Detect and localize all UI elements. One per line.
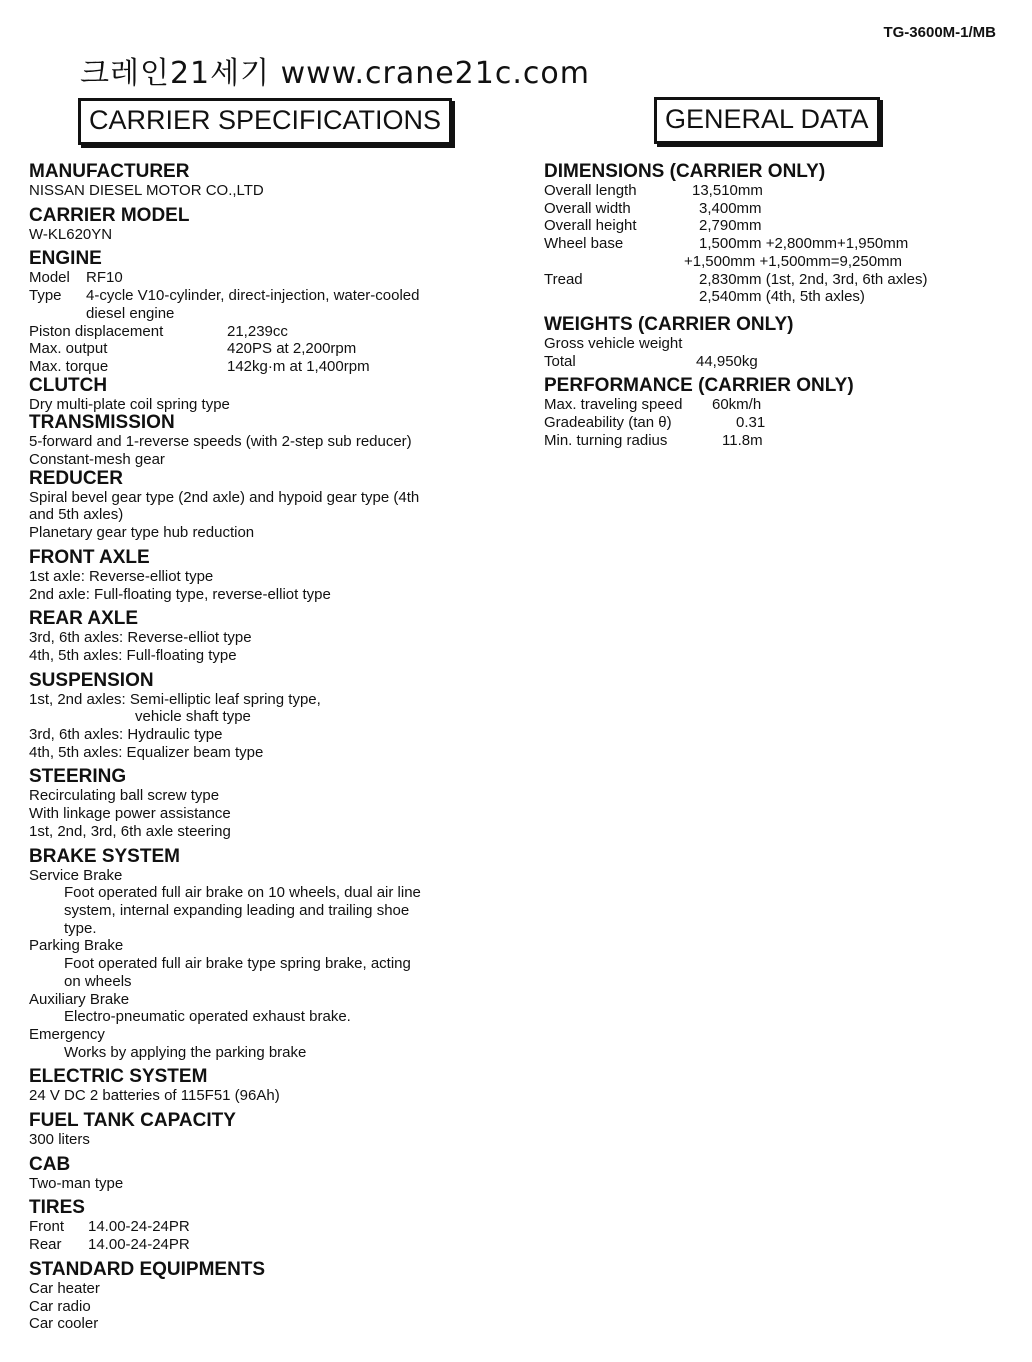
brake-line: Foot operated full air brake on 10 wheels, dual air line xyxy=(64,884,421,902)
reducer-line: Spiral bevel gear type (2nd axle) and hypoid gear type (4th xyxy=(29,488,420,506)
fuel-value: 300 liters xyxy=(29,1131,90,1149)
overall-length-row xyxy=(544,182,964,200)
suspension-line: 1st, 2nd axles: Semi-elliptic leaf spring type, xyxy=(29,690,321,708)
total-weight-row xyxy=(544,353,964,371)
section-heading: ENGINE xyxy=(29,248,102,270)
spec-value: 60km/h xyxy=(712,396,762,414)
spec-label: Gradeability (tan θ) xyxy=(544,414,672,432)
spec-value: 4-cycle V10-cylinder, direct-injection, water-cooled xyxy=(86,287,420,305)
equipment-item: Car heater xyxy=(29,1279,100,1297)
section-heading: DIMENSIONS (CARRIER ONLY) xyxy=(544,161,826,182)
brake-line: type. xyxy=(64,919,97,937)
max-speed-row xyxy=(544,396,964,414)
spec-value: 420PS at 2,200rpm xyxy=(227,340,357,358)
spec-value: 44,950kg xyxy=(696,352,758,370)
section-heading: CARRIER MODEL xyxy=(29,204,190,226)
spec-label: Max. traveling speed xyxy=(544,396,683,414)
tread-row xyxy=(544,271,964,289)
brake-subheading: Auxiliary Brake xyxy=(29,990,130,1008)
reducer-line: and 5th axles) xyxy=(29,506,124,524)
reducer-line: Planetary gear type hub reduction xyxy=(29,524,255,542)
section-heading: TIRES xyxy=(29,1197,85,1219)
section-heading: BRAKE SYSTEM xyxy=(29,845,180,867)
spec-label: Gross vehicle weight xyxy=(544,334,683,352)
brand-watermark: 크레인21세기 www.crane21c.com xyxy=(80,56,590,91)
carrier-specifications xyxy=(29,162,499,1333)
carrier-model-value: W-KL620YN xyxy=(29,225,113,243)
brake-subheading: Parking Brake xyxy=(29,937,124,955)
steering-line: Recirculating ball screw type xyxy=(29,787,220,805)
section-heading: FUEL TANK CAPACITY xyxy=(29,1110,236,1132)
section-heading: REAR AXLE xyxy=(29,608,139,630)
section-heading: CAB xyxy=(29,1153,71,1175)
spec-value: RF10 xyxy=(86,269,123,287)
engine-model-row xyxy=(29,269,499,287)
overall-height-row xyxy=(544,217,964,235)
section-heading: MANUFACTURER xyxy=(29,161,190,182)
section-heading: TRANSMISSION xyxy=(29,412,175,434)
spec-value: 13,510mm xyxy=(692,182,763,199)
spec-value: 3,400mm xyxy=(699,199,762,217)
brake-line: Electro-pneumatic operated exhaust brake. xyxy=(64,1008,351,1026)
spec-value: 2,830mm (1st, 2nd, 3rd, 6th axles) xyxy=(699,270,928,288)
engine-output-row xyxy=(29,340,499,358)
spec-value: 14.00-24-24PR xyxy=(88,1218,190,1236)
brake-line: Foot operated full air brake type spring brake, acting xyxy=(64,955,411,973)
spec-label: Overall height xyxy=(544,217,637,235)
manufacturer-value: NISSAN DIESEL MOTOR CO.,LTD xyxy=(29,182,264,199)
spec-label: Max. output xyxy=(29,340,108,358)
spec-label: Rear xyxy=(29,1236,62,1254)
spec-label: Overall width xyxy=(544,199,631,217)
turning-radius-row xyxy=(544,432,964,450)
brake-line: on wheels xyxy=(64,972,132,990)
spec-label: Max. torque xyxy=(29,357,109,375)
transmission-line: Constant-mesh gear xyxy=(29,451,165,469)
clutch-value: Dry multi-plate coil spring type xyxy=(29,395,230,413)
overall-width-row xyxy=(544,200,964,218)
spec-value: 11.8m xyxy=(722,431,763,449)
spec-label: Total xyxy=(544,352,576,370)
spec-value: 142kg·m at 1,400rpm xyxy=(227,357,370,375)
carrier-specifications-title: CARRIER SPECIFICATIONS xyxy=(78,98,452,145)
section-heading: STANDARD EQUIPMENTS xyxy=(29,1258,266,1280)
steering-line: With linkage power assistance xyxy=(29,805,231,823)
spec-label: Piston displacement xyxy=(29,322,164,340)
spec-value-continued: diesel engine xyxy=(86,304,175,322)
general-data-title: GENERAL DATA xyxy=(654,97,880,144)
general-data xyxy=(544,162,964,449)
spec-value: 21,239cc xyxy=(227,322,288,340)
spec-label: Model xyxy=(29,269,70,287)
suspension-line: 4th, 5th axles: Equalizer beam type xyxy=(29,743,264,761)
tires-rear-row xyxy=(29,1236,499,1254)
tires-front-row xyxy=(29,1218,499,1236)
electric-value: 24 V DC 2 batteries of 115F51 (96Ah) xyxy=(29,1087,280,1105)
equipment-item: Car cooler xyxy=(29,1315,99,1333)
equipment-item: Car radio xyxy=(29,1297,91,1315)
spec-label: Front xyxy=(29,1218,65,1236)
section-heading: SUSPENSION xyxy=(29,669,154,691)
document-id: TG-3600M-1/MB xyxy=(883,24,996,41)
wheel-base-row xyxy=(544,235,964,253)
cab-value: Two-man type xyxy=(29,1174,124,1192)
spec-value-continued: +1,500mm +1,500mm=9,250mm xyxy=(684,252,903,270)
spec-value: 1,500mm +2,800mm+1,950mm xyxy=(699,235,909,253)
rear-axle-line: 3rd, 6th axles: Reverse-elliot type xyxy=(29,629,252,647)
section-heading: FRONT AXLE xyxy=(29,546,150,568)
spec-label: Wheel base xyxy=(544,235,624,253)
engine-type-row xyxy=(29,287,499,305)
front-axle-line: 2nd axle: Full-floating type, reverse-elliot type xyxy=(29,585,331,603)
section-heading: WEIGHTS (CARRIER ONLY) xyxy=(544,313,794,335)
brake-line: Works by applying the parking brake xyxy=(64,1043,307,1061)
engine-displacement-row xyxy=(29,323,499,341)
spec-value: 2,790mm xyxy=(699,217,762,235)
section-heading: REDUCER xyxy=(29,467,123,489)
suspension-line: vehicle shaft type xyxy=(135,708,251,726)
suspension-line: 3rd, 6th axles: Hydraulic type xyxy=(29,726,223,744)
spec-label: Overall length xyxy=(544,182,637,199)
engine-torque-row xyxy=(29,358,499,376)
section-heading: ELECTRIC SYSTEM xyxy=(29,1066,208,1088)
gradeability-row xyxy=(544,414,964,432)
brake-line: system, internal expanding leading and trailing shoe xyxy=(64,901,410,919)
spec-label: Type xyxy=(29,287,62,305)
spec-value: 14.00-24-24PR xyxy=(88,1236,190,1254)
spec-label: Min. turning radius xyxy=(544,431,668,449)
transmission-line: 5-forward and 1-reverse speeds (with 2-step sub reducer) xyxy=(29,433,412,451)
spec-value: 0.31 xyxy=(736,414,766,432)
section-heading: CLUTCH xyxy=(29,374,108,396)
front-axle-line: 1st axle: Reverse-elliot type xyxy=(29,567,214,585)
spec-value-continued: 2,540mm (4th, 5th axles) xyxy=(699,288,865,306)
section-heading: STEERING xyxy=(29,766,127,788)
brake-subheading: Emergency xyxy=(29,1025,105,1043)
rear-axle-line: 4th, 5th axles: Full-floating type xyxy=(29,646,237,664)
spec-label: Tread xyxy=(544,270,583,288)
section-heading: PERFORMANCE (CARRIER ONLY) xyxy=(544,375,854,397)
brake-subheading: Service Brake xyxy=(29,866,123,884)
steering-line: 1st, 2nd, 3rd, 6th axle steering xyxy=(29,822,231,840)
